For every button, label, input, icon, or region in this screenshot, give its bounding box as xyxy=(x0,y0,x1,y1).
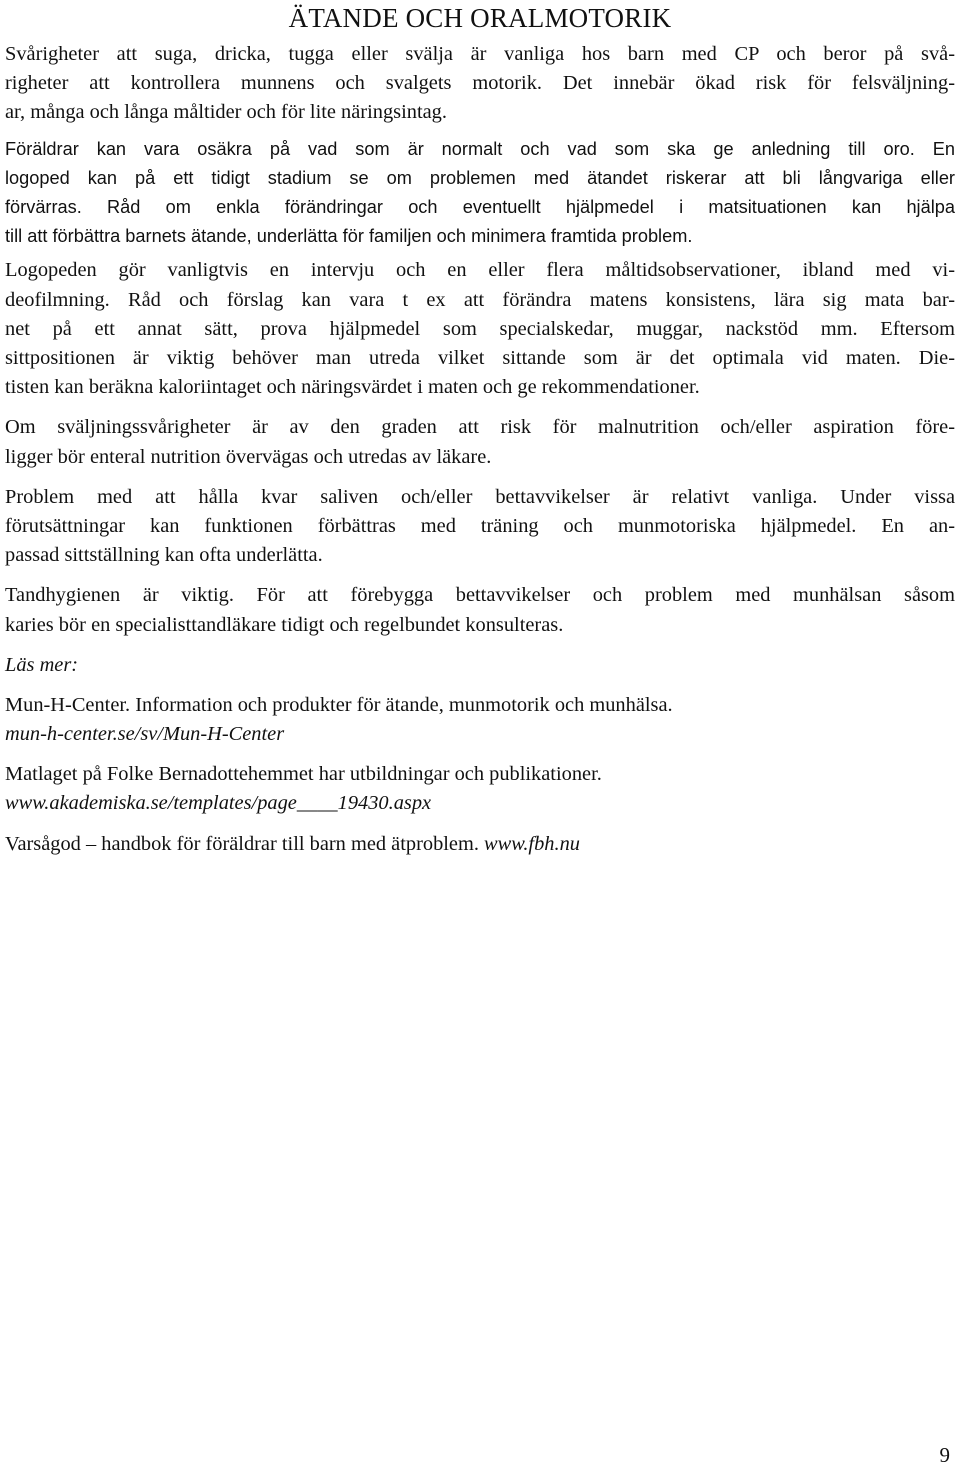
read-more-text: Matlaget på Folke Bernadottehemmet har utbildningar och publikationer. xyxy=(5,763,602,786)
text-line: Om sväljningssvårigheter är av den graden att risk för malnutrition och/eller aspiration före- xyxy=(5,416,955,439)
paragraph-saliva xyxy=(5,483,955,571)
read-more-item xyxy=(5,830,955,859)
text-line: förutsättningar kan funktionen förbättras med träning och munmotoriska hjälpmedel. En an- xyxy=(5,515,955,538)
text-line: till att förbättra barnets ätande, underlätta för familjen och minimera framtida problem. xyxy=(5,226,693,247)
text-line: logoped kan på ett tidigt stadium se om problemen med ätandet riskerar att bli långvariga eller xyxy=(5,167,955,188)
page-number: 9 xyxy=(939,1443,950,1467)
document-page xyxy=(5,0,955,870)
paragraph-speech-therapist xyxy=(5,256,955,402)
page-title: ÄTANDE OCH ORALMOTORIK xyxy=(288,3,672,33)
read-more-item xyxy=(5,691,955,749)
text-line: Föräldrar kan vara osäkra på vad som är normalt och vad som ska ge anledning till oro. En xyxy=(5,138,955,159)
text-line: deofilmning. Råd och förslag kan vara t ex att förändra matens konsistens, lära sig mata bar- xyxy=(5,288,955,311)
text-line: Problem med att hålla kvar saliven och/eller bettavvikelser är relativt vanliga. Under vissa xyxy=(5,485,955,508)
paragraph-parents xyxy=(5,135,955,252)
paragraph-swallowing xyxy=(5,413,955,471)
text-line: Svårigheter att suga, dricka, tugga eller svälja är vanliga hos barn med CP och beror på svå- xyxy=(5,43,955,65)
text-line: sittpositionen är viktig behöver man utreda vilket sittande som är det optimala vid maten. Die- xyxy=(5,347,955,370)
text-line: net på ett annat sätt, prova hjälpmedel som specialskedar, muggar, nackstöd mm. Eftersom xyxy=(5,317,955,340)
paragraph-intro xyxy=(5,40,955,128)
read-more-text: Varsågod – handbok för föräldrar till barn med ätproblem. xyxy=(5,832,485,855)
text-line: karies bör en specialisttandläkare tidigt och regelbundet konsulteras. xyxy=(5,613,564,636)
text-line: ar, många och långa måltider och för lite näringsintag. xyxy=(5,101,447,124)
text-line: righeter att kontrollera munnens och svalgets motorik. Det innebär ökad risk för felsväljning- xyxy=(5,72,955,95)
read-more-line xyxy=(5,830,955,859)
read-more-text: Mun-H-Center. Information och produkter för ätande, munmotorik och munhälsa. xyxy=(5,693,673,716)
read-more-item xyxy=(5,760,955,818)
text-line: tisten kan beräkna kaloriintaget och näringsvärdet i maten och ge rekommendationer. xyxy=(5,376,700,399)
read-more-link[interactable]: www.fbh.nu xyxy=(484,832,580,855)
paragraph-dental xyxy=(5,581,955,639)
text-line: passad sittställning kan ofta underlätta. xyxy=(5,544,323,567)
text-line: förvärras. Råd om enkla förändringar och eventuellt hjälpmedel i matsituationen kan hjälpa xyxy=(5,197,955,218)
text-line: Tandhygienen är viktig. För att förebygga bettavvikelser och problem med munhälsan såsom xyxy=(5,584,955,607)
read-more-link[interactable]: www.akademiska.se/templates/page____19430.aspx xyxy=(5,792,432,815)
read-more-heading: Läs mer: xyxy=(5,653,79,676)
text-line: Logopeden gör vanligtvis en intervju och en eller flera måltidsobservationer, ibland med vi- xyxy=(5,259,955,282)
read-more-link[interactable]: mun-h-center.se/sv/Mun-H-Center xyxy=(5,723,285,746)
text-line: ligger bör enteral nutrition övervägas och utredas av läkare. xyxy=(5,445,492,468)
